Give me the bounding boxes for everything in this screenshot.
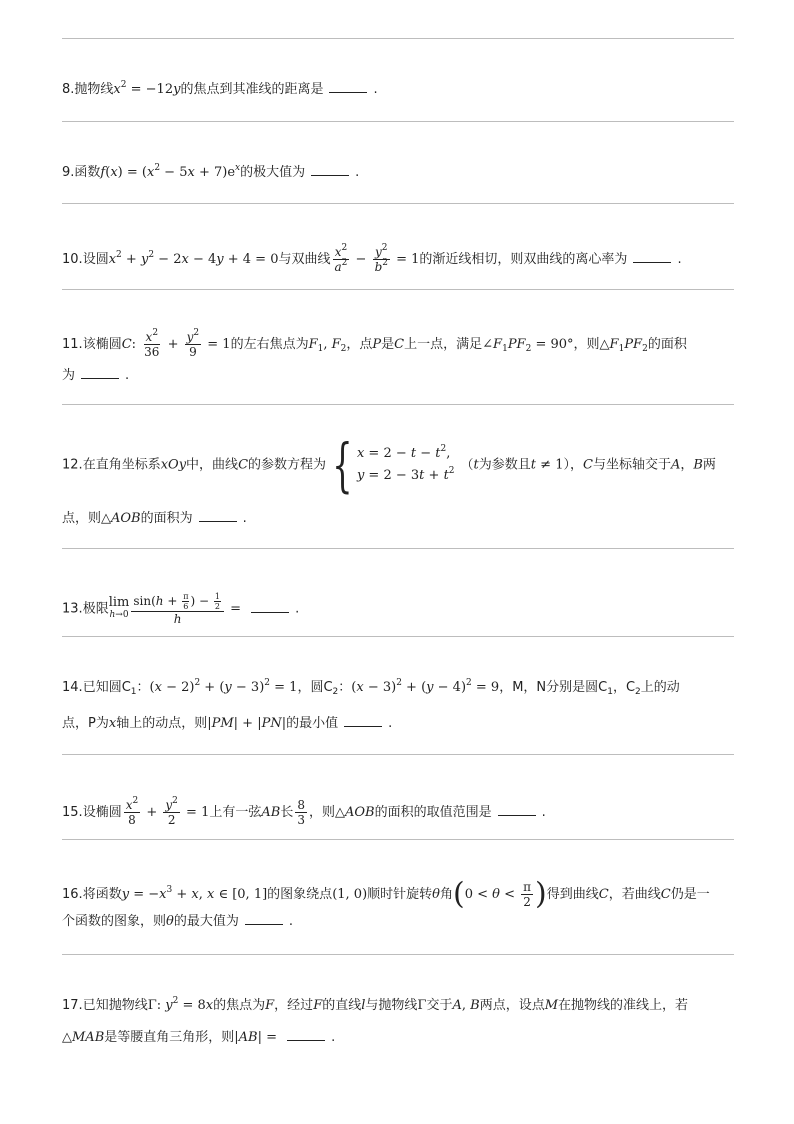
question-14-line2: 点，P为x轴上的动点，则|PM| + |PN|的最小值 .	[62, 716, 393, 731]
divider	[62, 203, 734, 204]
cases-brace: {	[332, 431, 353, 499]
answer-blank	[245, 912, 283, 925]
divider	[62, 954, 734, 955]
question-11-line2: 为 .	[62, 368, 130, 383]
question-8: 8.抛物线$x^2 = -12y$的焦点到其准线的距离是 .	[62, 80, 378, 97]
question-16-line2: 个函数的图象，则θ的最大值为 .	[62, 914, 293, 929]
divider	[62, 636, 734, 637]
question-12: 12.在直角坐标系xOy中，曲线C的参数方程为 { $x = 2 - t - t^2$, $y = 2 - 3t + t^2$ （t为参数且t ≠ 1），C与坐标轴交于A，B两	[62, 431, 716, 499]
answer-blank	[633, 250, 671, 263]
answer-blank	[329, 80, 367, 93]
question-16: 16.将函数$y = -x^3 + x$, x ∈ [0, 1]的图象绕点(1, 0)顺时针旋转θ角(0 < θ < $\frac{\pi}{2}$ )得到曲线C，若曲线C仍是一	[62, 876, 710, 912]
answer-blank	[81, 366, 119, 379]
question-10: 10.设圆$x^2 + y^2 - 2x - 4y + 4 = 0$与双曲线 $\frac{x^2}{a^2}$ − $\frac{y^2}{b^2}$ = 1的渐近线相切，则双曲线的离心率为 .	[62, 243, 682, 274]
question-13: 13.极限 lim h→0 sin(h + $\frac{\pi}{6}$ ) − $\frac{1}{2}$ h = .	[62, 592, 300, 626]
answer-blank	[344, 714, 382, 727]
question-17-line2: △MAB是等腰直角三角形，则|AB| = .	[62, 1030, 336, 1045]
question-14: 14.已知圆$C_1$：$(x - 2)^2 + (y - 3)^2 = 1$，圆$C_2$：$(x - 3)^2 + (y - 4)^2 = 9$，M，N分别是圆$C_1$，$C_2$上的动	[62, 678, 680, 697]
question-9: 9.函数$f(x) = (x^2 - 5x + 7)e^x$的极大值为 .	[62, 163, 360, 180]
answer-blank	[287, 1028, 325, 1041]
divider	[62, 38, 734, 39]
question-12-line2: 点，则△AOB的面积为 .	[62, 511, 247, 526]
answer-blank	[311, 163, 349, 176]
question-15: 15.设椭圆 $\frac{x^2}{8}$ + $\frac{y^2}{2}$ = 1上有一弦AB长 $\frac{8}{3}$ ，则△AOB的面积的取值范围是 .	[62, 796, 546, 827]
divider	[62, 289, 734, 290]
question-11: 11.该椭圆C: $\frac{x^2}{36}$ + $\frac{y^2}{9}$ = 1的左右焦点为$F_1$, $F_2$，点P是C上一点，满足$\angle F_1PF_2 = 90^\circ$，则$\triangle F_1PF_2$的面积	[62, 328, 687, 359]
answer-blank	[251, 600, 289, 613]
divider	[62, 839, 734, 840]
divider	[62, 404, 734, 405]
divider	[62, 754, 734, 755]
divider	[62, 548, 734, 549]
divider	[62, 121, 734, 122]
answer-blank	[199, 509, 237, 522]
answer-blank	[498, 803, 536, 816]
question-17: 17.已知抛物线Γ: $y^2 = 8x$的焦点为F，经过F的直线l与抛物线Γ交于A, B两点，设点M在抛物线的准线上，若	[62, 996, 689, 1013]
